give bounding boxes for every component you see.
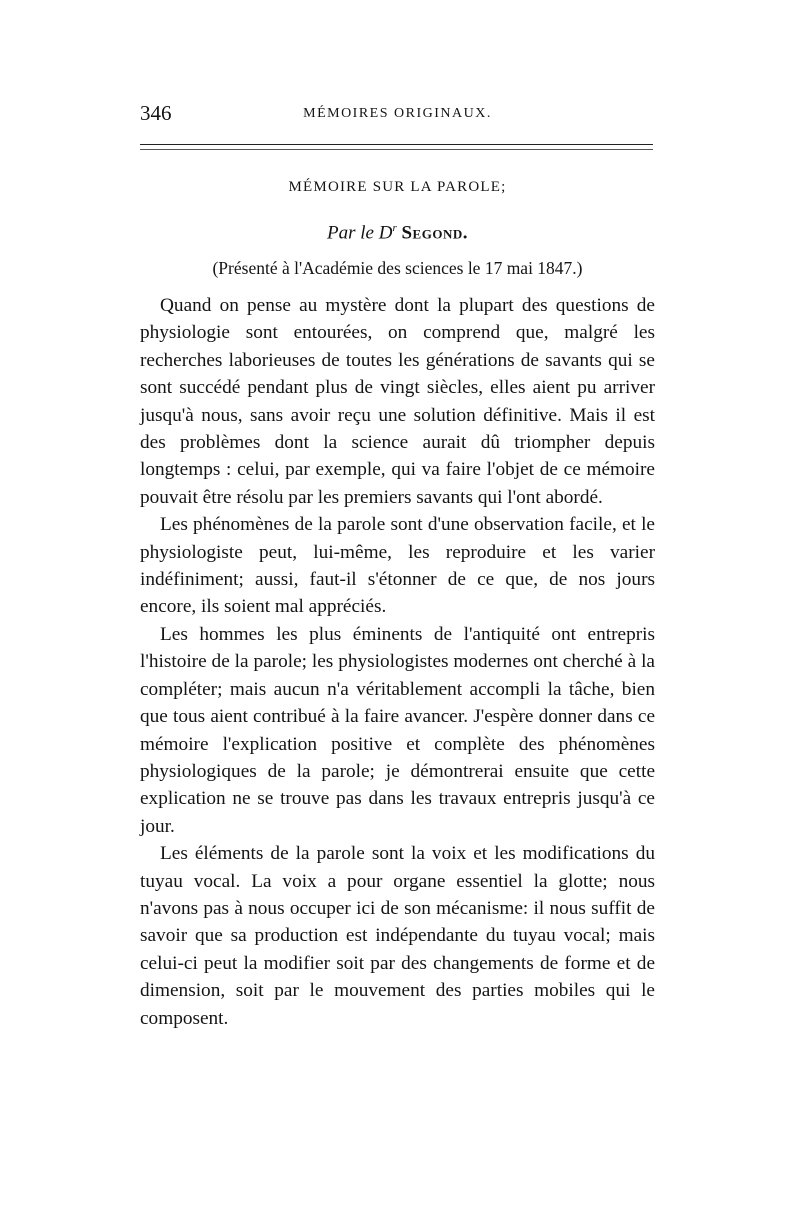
body-text — [140, 292, 655, 1032]
running-title: MÉMOIRES ORIGINAUX. — [303, 106, 492, 121]
article-title: MÉMOIRE SUR LA PAROLE; — [288, 179, 507, 195]
paragraph: Les éléments de la parole sont la voix et les modifications du tuyau vocal. La voix a pour organe essentiel la glotte; nous n'avons pas à nous occuper ici de son mécanisme: il nous suffit de savoir que sa production est indépendante du tuyau vocal; mais celui-ci peut la modifier soit par des changements de forme et de dimension, soit par le mouvement des parties mobiles qui le composent. — [140, 843, 655, 1029]
presentation-note: (Présenté à l'Académie des sciences le 17 mai 1847.) — [212, 258, 583, 278]
byline — [140, 216, 655, 245]
author-name: Segond. — [401, 222, 468, 244]
byline-superscript: r — [392, 222, 397, 234]
page-number: 346 — [140, 101, 172, 125]
header-rule-thin — [140, 149, 653, 150]
byline-prefix: Par le D — [327, 222, 393, 244]
header-rule-thick — [140, 144, 653, 145]
running-head — [140, 100, 655, 130]
paragraph: Les phénomènes de la parole sont d'une observation facile, et le physiologiste peut, lui-même, les reproduire et les varier indéfiniment; aussi, faut-il s'étonner de ce que, de nos jours encore, ils soient mal appréciés. — [140, 514, 655, 618]
paragraph: Quand on pense au mystère dont la plupart des questions de physiologie sont entourées, on comprend que, malgré les recherches laborieuses de toutes les générations de savants qui se sont succédé pendant plus de vingt siècles, elles aient pu arriver jusqu'à nous, sans avoir reçu une solution définitive. Mais il est des problèmes dont la science aurait dû triompher depuis longtemps : celui, par exemple, qui va faire l'objet de ce mémoire pouvait être résolu par les premiers savants qui l'ont abordé. — [140, 295, 655, 508]
paragraph: Les hommes les plus éminents de l'antiquité ont entrepris l'histoire de la parole; les physiologistes modernes ont cherché à la compléter; mais aucun n'a véritablement accompli la tâche, bien que tous aient contribué à la faire avancer. J'espère donner dans ce mémoire l'explication positive et complète des phénomènes physiologiques de la parole; je démontrerai ensuite que cette explication ne se trouve pas dans les travaux entrepris jusqu'à ce jour. — [140, 623, 655, 837]
